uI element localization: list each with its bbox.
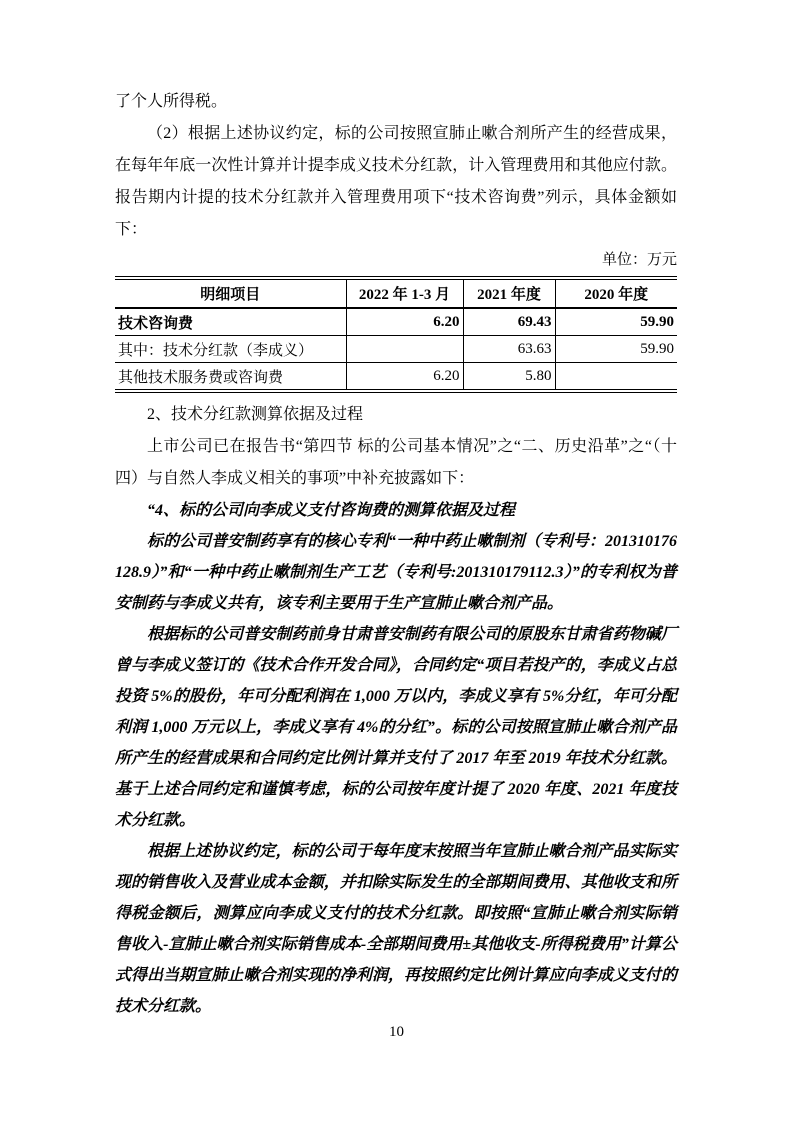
row-value: 69.43 (463, 308, 555, 336)
row-label: 其中：技术分红款（李成义） (115, 336, 346, 363)
row-label: 技术咨询费 (115, 308, 346, 336)
paragraph-intro: （2）根据上述协议约定，标的公司按照宣肺止嗽合剂所产生的经营成果，在每年年底一次性计算并计提李成义技术分红款，计入管理费用和其他应付款。报告期内计提的技术分红款并入管理费用项下“技术咨询费”列示，具体金额如下： (115, 125, 677, 238)
row-value: 5.80 (463, 363, 555, 392)
page-number: 10 (389, 1024, 404, 1040)
table-unit-label: 单位：万元 (601, 252, 677, 268)
table-row (115, 363, 677, 392)
row-value: 59.90 (555, 336, 677, 363)
row-value (555, 363, 677, 392)
quote-heading: “4、标的公司向李成义支付咨询费的测算依据及过程 (147, 502, 516, 519)
technical-fee-table (115, 276, 677, 393)
row-label: 其他技术服务费或咨询费 (115, 363, 346, 392)
paragraph-reference: 上市公司已在报告书“第四节 标的公司基本情况”之“二、历史沿革”之“（十四）与自然人李成义相关的事项”中补充披露如下： (115, 438, 677, 487)
row-value (346, 336, 463, 363)
row-value: 59.90 (555, 308, 677, 336)
quote-paragraph-contract: 根据标的公司普安制药前身甘肃普安制药有限公司的原股东甘肃省药物碱厂曾与李成义签订的《技术合作开发合同》，合同约定“项目若投产的，李成义占总投资 5%的股份，年可分配利润在 1,000 万以内，李成义享有 5%分红，年可分配利润 1,000 万元以上，李成义享有 4%的分红”。标的公司按照宣肺止嗽合剂产品所产生的经营成果和合同约定比例计算并支付了 2017 年至 2019 年技术分红款。基于上述合同约定和谨慎考虑，标的公司按年度计提了 2020 年度、2021 年度技术分红款。 (115, 626, 677, 829)
section-heading: 2、技术分红款测算依据及过程 (147, 406, 364, 423)
row-value: 63.63 (463, 336, 555, 363)
table-row (115, 308, 677, 336)
col-header-2020: 2020 年度 (555, 278, 677, 308)
col-header-2022: 2022 年 1-3 月 (346, 278, 463, 308)
paragraph-continuation: 了个人所得税。 (115, 93, 228, 110)
content-area (115, 86, 677, 1022)
row-value: 6.20 (346, 308, 463, 336)
col-header-item: 明细项目 (115, 278, 346, 308)
table-header-row (115, 278, 677, 308)
table-row (115, 336, 677, 363)
quote-paragraph-formula: 根据上述协议约定，标的公司于每年度末按照当年宣肺止嗽合剂产品实际实现的销售收入及营业成本金额，并扣除实际发生的全部期间费用、其他收支和所得税金额后，测算应向李成义支付的技术分红款。即按照“宣肺止嗽合剂实际销售收入-宣肺止嗽合剂实际销售成本-全部期间费用±其他收支-所得税费用”计算公式得出当期宣肺止嗽合剂实现的净利润，再按照约定比例计算应向李成义支付的技术分红款。 (115, 843, 677, 1015)
quote-paragraph-patent: 标的公司普安制药享有的核心专利“一种中药止嗽制剂（专利号：201310176128.9）”和“一种中药止嗽制剂生产工艺（专利号:201310179112.3）”的专利权为普安制药与李成义共有，该专利主要用于生产宣肺止嗽合剂产品。 (115, 533, 677, 612)
col-header-2021: 2021 年度 (463, 278, 555, 308)
row-value: 6.20 (346, 363, 463, 392)
